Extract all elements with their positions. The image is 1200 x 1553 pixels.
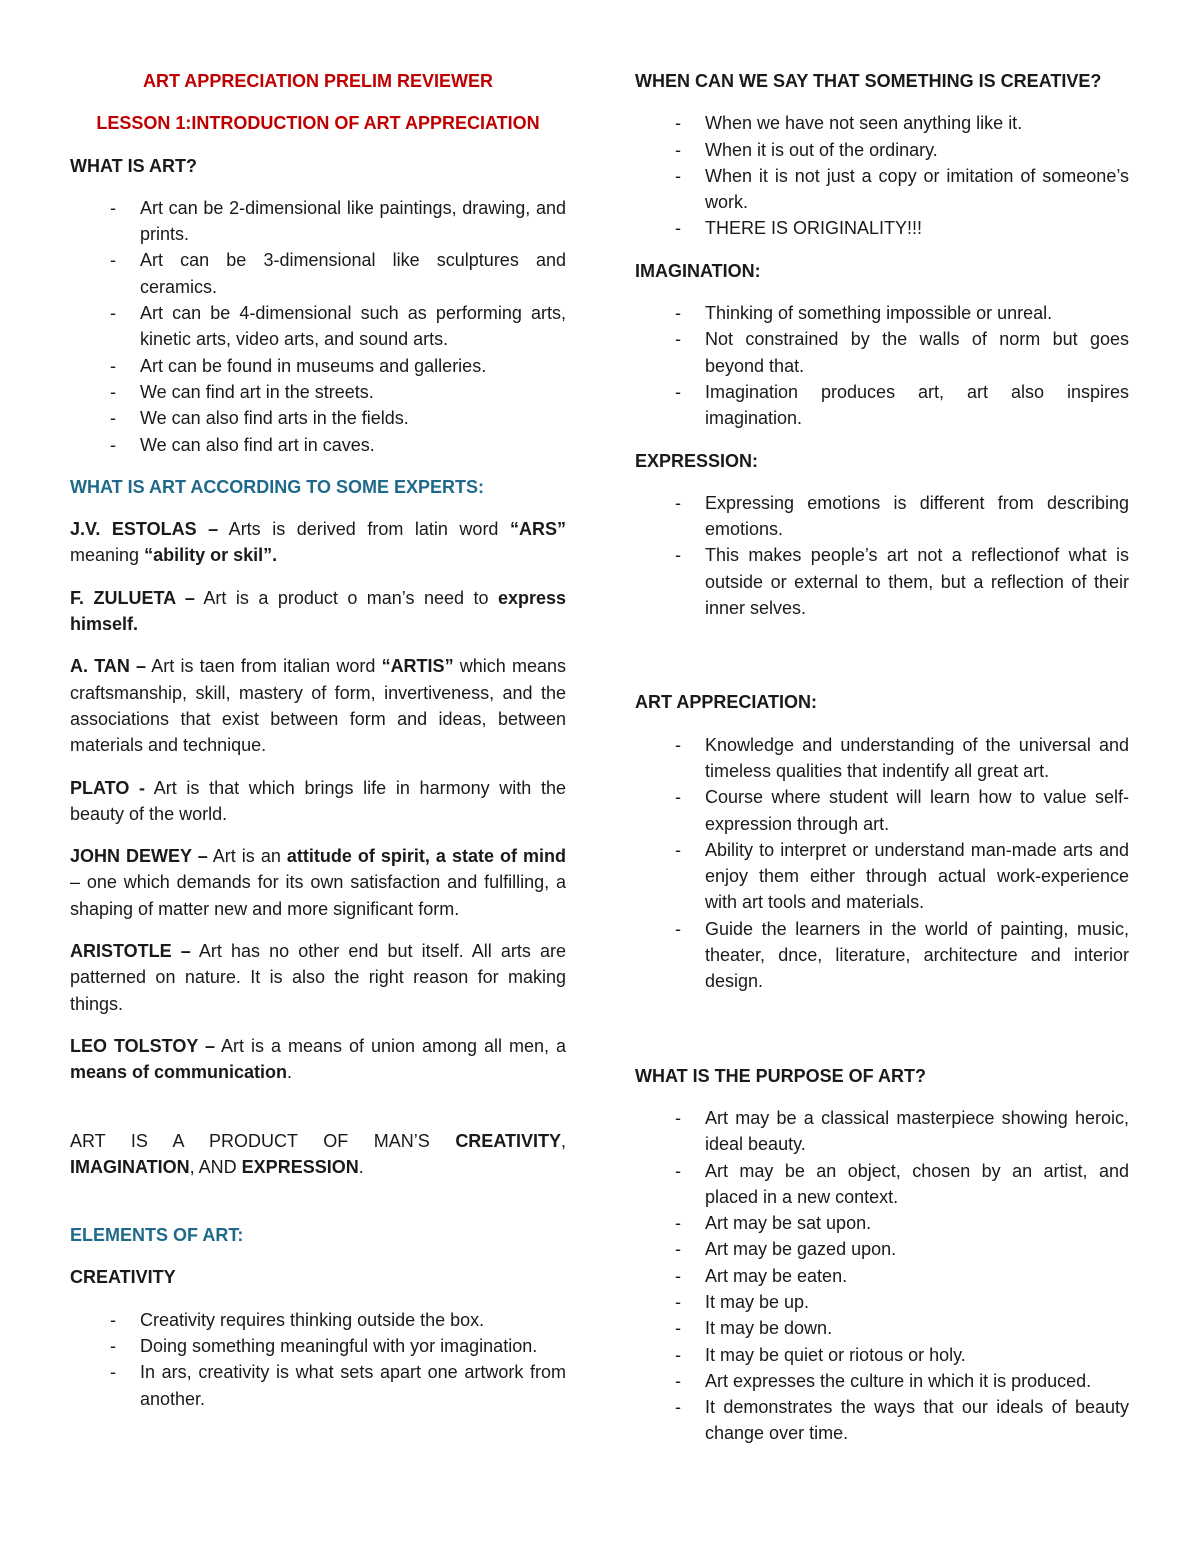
list-item: - Art can be 3-dimensional like sculptures and ceramics. [70, 247, 566, 300]
list-item: - Imagination produces art, art also inspires imagination. [635, 379, 1129, 432]
list-item: - Creativity requires thinking outside the box. [70, 1307, 566, 1333]
appreciation-heading: ART APPRECIATION: [635, 692, 817, 713]
list-item: - Art can be found in museums and galleries. [70, 353, 566, 379]
list-item: - In ars, creativity is what sets apart one artwork from another. [70, 1359, 566, 1412]
list-item: - It may be quiet or riotous or holy. [635, 1342, 1129, 1368]
list-item: - When it is out of the ordinary. [635, 137, 1129, 163]
expert-name: JOHN DEWEY – [70, 846, 208, 867]
appreciation-list [635, 732, 1129, 995]
expert-zulueta: F. ZULUETA – Art is a product o man’s need to express himself. [70, 587, 566, 635]
expression-heading: EXPRESSION: [635, 450, 759, 471]
list-item: - Art may be a classical masterpiece showing heroic, ideal beauty. [635, 1105, 1129, 1158]
list-item: - We can also find arts in the fields. [70, 405, 566, 431]
elements-heading: ELEMENTS OF ART: [70, 1225, 244, 1246]
list-item: - Thinking of something impossible or unreal. [635, 300, 1129, 326]
list-item: - Art may be sat upon. [635, 1210, 1129, 1236]
lesson-title: LESSON 1:INTRODUCTION OF ART APPRECIATION [96, 113, 540, 134]
expert-aristotle: ARISTOTLE – Art has no other end but itself. All arts are patterned on nature. It is also the right reason for making things. [70, 941, 567, 1014]
expert-tolstoy: LEO TOLSTOY – Art is a means of union among all men, a means of communication. [70, 1035, 566, 1083]
expert-plato: PLATO - Art is that which brings life in harmony with the beauty of the world. [70, 777, 566, 824]
list-item: - Not constrained by the walls of norm but goes beyond that. [635, 326, 1129, 379]
imagination-heading: IMAGINATION: [635, 260, 761, 281]
list-item: - We can also find art in caves. [70, 432, 566, 458]
list-item: - Art may be an object, chosen by an artist, and placed in a new context. [635, 1158, 1129, 1211]
what-is-art-list [70, 195, 566, 458]
list-item: - Guide the learners in the world of painting, music, theater, dnce, literature, architecture and interior design. [635, 916, 1129, 995]
list-item: - When we have not seen anything like it. [635, 110, 1129, 136]
list-item: - When it is not just a copy or imitation of someone’s work. [635, 163, 1129, 216]
creativity-heading: CREATIVITY [70, 1267, 176, 1288]
left-column [70, 68, 566, 1428]
list-item: - THERE IS ORIGINALITY!!! [635, 215, 1129, 241]
experts-heading: WHAT IS ART ACCORDING TO SOME EXPERTS: [70, 476, 485, 497]
purpose-list [635, 1105, 1129, 1447]
list-item: - Knowledge and understanding of the universal and timeless qualities that indentify all great art. [635, 732, 1129, 785]
list-item: - It may be down. [635, 1315, 1129, 1341]
right-column [635, 68, 1129, 1463]
document-title: ART APPRECIATION PRELIM REVIEWER [142, 71, 493, 91]
expert-name: F. ZULUETA – [70, 587, 195, 608]
expert-name: J.V. ESTOLAS – [70, 519, 219, 540]
list-item: - Course where student will learn how to value self-expression through art. [635, 784, 1129, 837]
list-item: - Ability to interpret or understand man-made arts and enjoy them either through actual work-experience with art tools and materials. [635, 837, 1129, 916]
product-statement: ART IS A PRODUCT OF MAN’S CREATIVITY, IMAGINATION, AND EXPRESSION. [70, 1130, 566, 1177]
imagination-list [635, 300, 1129, 431]
expert-tan: A. TAN – Art is taen from italian word “ARTIS” which means craftsmanship, skill, mastery of form, invertiveness, and the associations that exist between form and ideas, between materials and technique. [70, 656, 567, 756]
list-item: - We can find art in the streets. [70, 379, 566, 405]
list-item: - Expressing emotions is different from describing emotions. [635, 490, 1129, 543]
list-item: - Art can be 2-dimensional like paintings, drawing, and prints. [70, 195, 566, 248]
list-item: - Art may be gazed upon. [635, 1236, 1129, 1262]
list-item: - Doing something meaningful with yor imagination. [70, 1333, 566, 1359]
list-item: - Art expresses the culture in which it is produced. [635, 1368, 1129, 1394]
expert-name: A. TAN – [70, 656, 147, 677]
list-item: - This makes people’s art not a reflectionof what is outside or external to them, but a reflection of their inner selves. [635, 542, 1129, 621]
expression-list [635, 490, 1129, 621]
what-is-art-heading: WHAT IS ART? [70, 155, 197, 176]
list-item: - Art may be eaten. [635, 1263, 1129, 1289]
creative-heading: WHEN CAN WE SAY THAT SOMETHING IS CREATIVE? [635, 71, 1102, 91]
expert-name: ARISTOTLE – [70, 941, 191, 962]
list-item: - Art can be 4-dimensional such as performing arts, kinetic arts, video arts, and sound arts. [70, 300, 566, 353]
expert-dewey: JOHN DEWEY – Art is an attitude of spirit, a state of mind – one which demands for its own satisfaction and fulfilling, a shaping of matter new and more significant form. [70, 846, 567, 919]
expert-name: PLATO - [70, 777, 146, 798]
creativity-list [70, 1307, 566, 1412]
expert-name: LEO TOLSTOY – [70, 1035, 215, 1056]
list-item: - It demonstrates the ways that our ideals of beauty change over time. [635, 1394, 1129, 1447]
list-item: - It may be up. [635, 1289, 1129, 1315]
purpose-heading: WHAT IS THE PURPOSE OF ART? [635, 1065, 926, 1086]
expert-estolas: J.V. ESTOLAS – Arts is derived from latin word “ARS” meaning “ability or skil”. [70, 519, 566, 566]
creative-list [635, 110, 1129, 241]
